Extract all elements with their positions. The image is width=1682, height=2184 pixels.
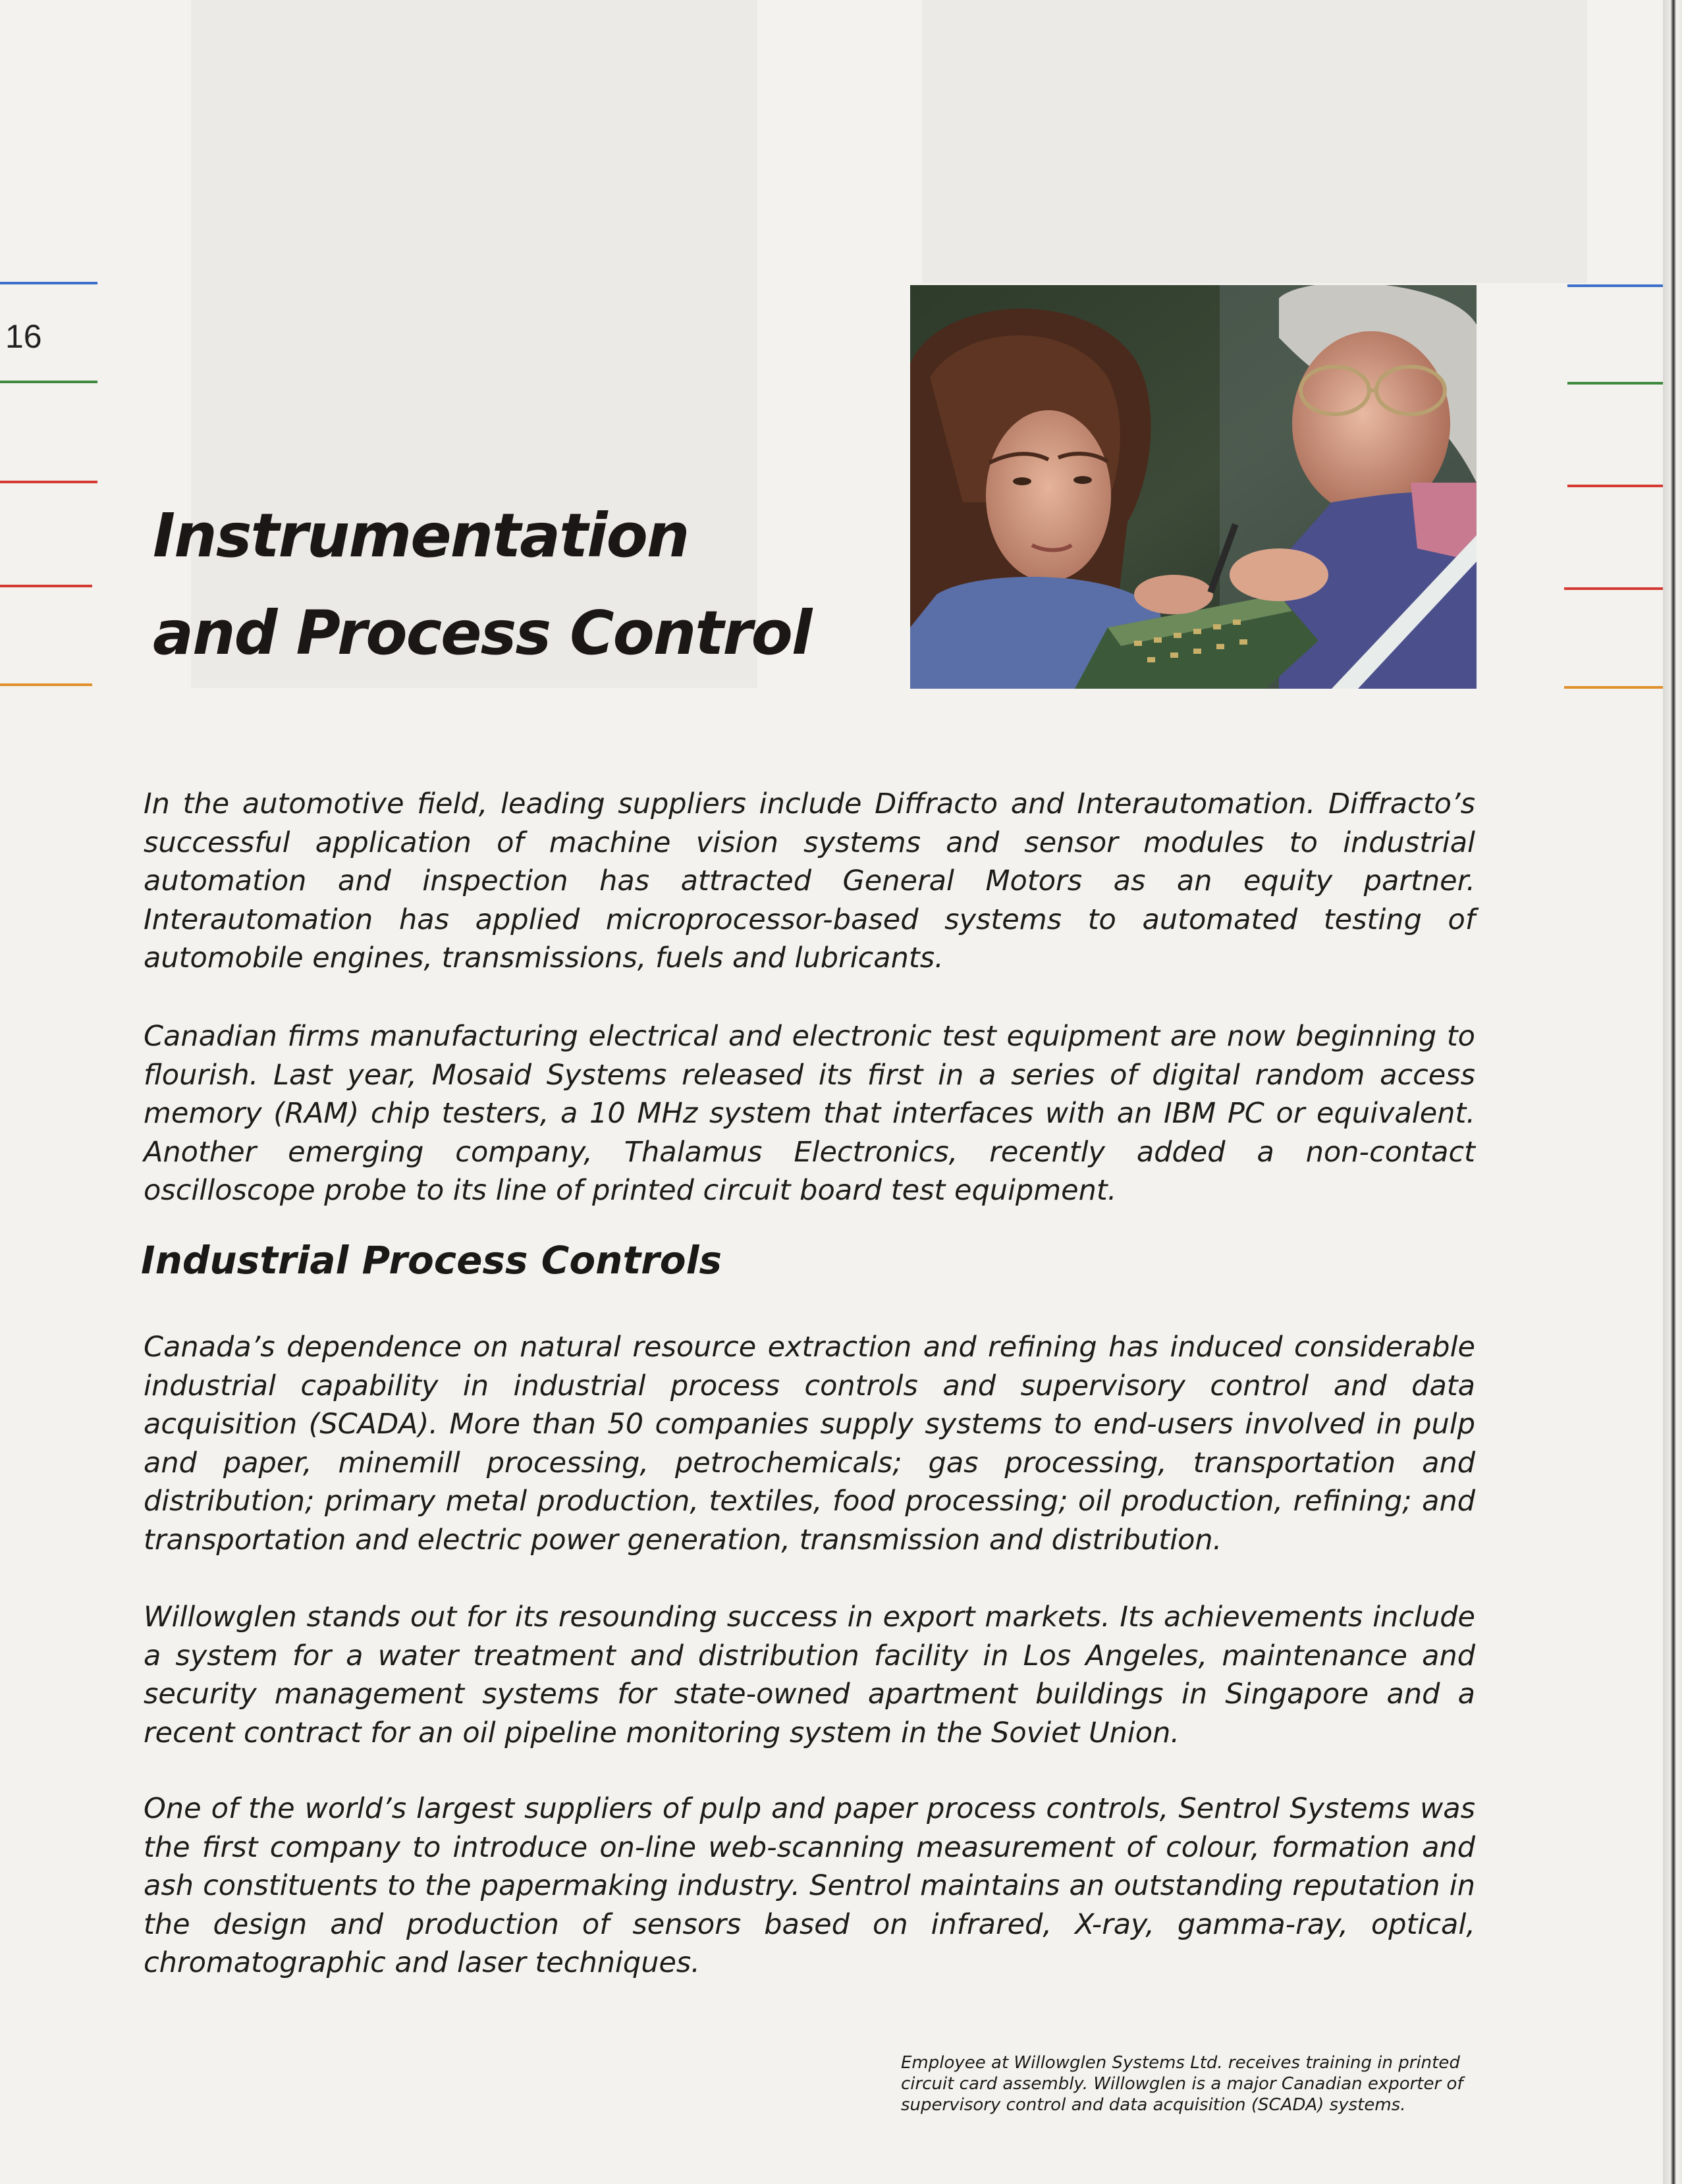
tick-red-right-2 [1564, 587, 1663, 590]
tick-orange-right [1564, 686, 1663, 689]
page-title [153, 487, 811, 682]
photo-technicians-circuit-board [910, 285, 1477, 689]
reverse-page-photo-show-through-right [922, 0, 1587, 283]
tick-orange-left [0, 683, 92, 686]
tick-red-left-2 [0, 585, 92, 587]
section-heading: Industrial Process Controls [141, 1238, 722, 1283]
paragraph-canada-dependence: Canada’s dependence on natural resource extraction and refining has induced considerable industrial capability in industrial process controls and supervisory control and data acquisition (SCADA). More than 50 companies supply systems to end-users involved in pulp and paper, minemill processing, petrochemicals; gas processing, transportation and distribution; primary metal production, textiles, food processing; oil production, refining; and transportation and electric power generation, transmission and distribution. [144, 1331, 1475, 1557]
tick-red-right-1 [1567, 485, 1665, 487]
paragraph-test-equipment: Canadian firms manufacturing electrical and electronic test equipment are now beginning to flourish. Last year, Mosaid Systems released its first in a series of digital random access memory (RAM) chip testers, a 10 MHz system that interfaces with an IBM PC or equivalent. Another emerging company, Thalamus Electronics, recently added a non-contact oscilloscope probe to its line of printed circuit board test equipment. [144, 1020, 1475, 1207]
page-title-line-1: Instrumentation [153, 500, 689, 571]
tick-blue-right [1567, 284, 1665, 287]
page-binding-edge [1663, 0, 1682, 2184]
paragraph-automotive: In the automotive field, leading suppliers include Diffracto and Interautomation. Diffracto’s successful application of machine vision systems and sensor modules to industrial automation and inspection has attracted General Motors as an equity partner. Interautomation has applied microprocessor-based systems to automated testing of automobile engines, transmissions, fuels and lubricants. [144, 787, 1475, 974]
tick-green-left [0, 381, 97, 383]
paragraph-sentrol: One of the world’s largest suppliers of pulp and paper process controls, Sentrol Systems was the first company to introduce on-line web-scanning measurement of colour, formation and ash constituents to the papermaking industry. Sentrol maintains an outstanding reputation in the design and production of sensors based on infrared, X-ray, gamma-ray, optical, chromatographic and laser techniques. [144, 1792, 1475, 1979]
paragraph-willowglen: Willowglen stands out for its resounding success in export markets. Its achievements include a system for a water treatment and distribution facility in Los Angeles, maintenance and security management systems for state-owned apartment buildings in Singapore and a recent contract for an oil pipeline monitoring system in the Soviet Union. [144, 1601, 1475, 1749]
tick-blue-left [0, 282, 97, 284]
photo-illustration [910, 285, 1477, 689]
page-title-line-2: and Process Control [153, 598, 811, 668]
photo-caption: Employee at Willowglen Systems Ltd. receives training in printed circuit card assembly. Willowglen is a major Canadian exporter of supervisory control and data acquisition (SCADA) systems. [901, 2053, 1463, 2115]
tick-green-right [1567, 382, 1665, 385]
tick-red-left-1 [0, 481, 97, 483]
page-number: 16 [5, 318, 42, 355]
